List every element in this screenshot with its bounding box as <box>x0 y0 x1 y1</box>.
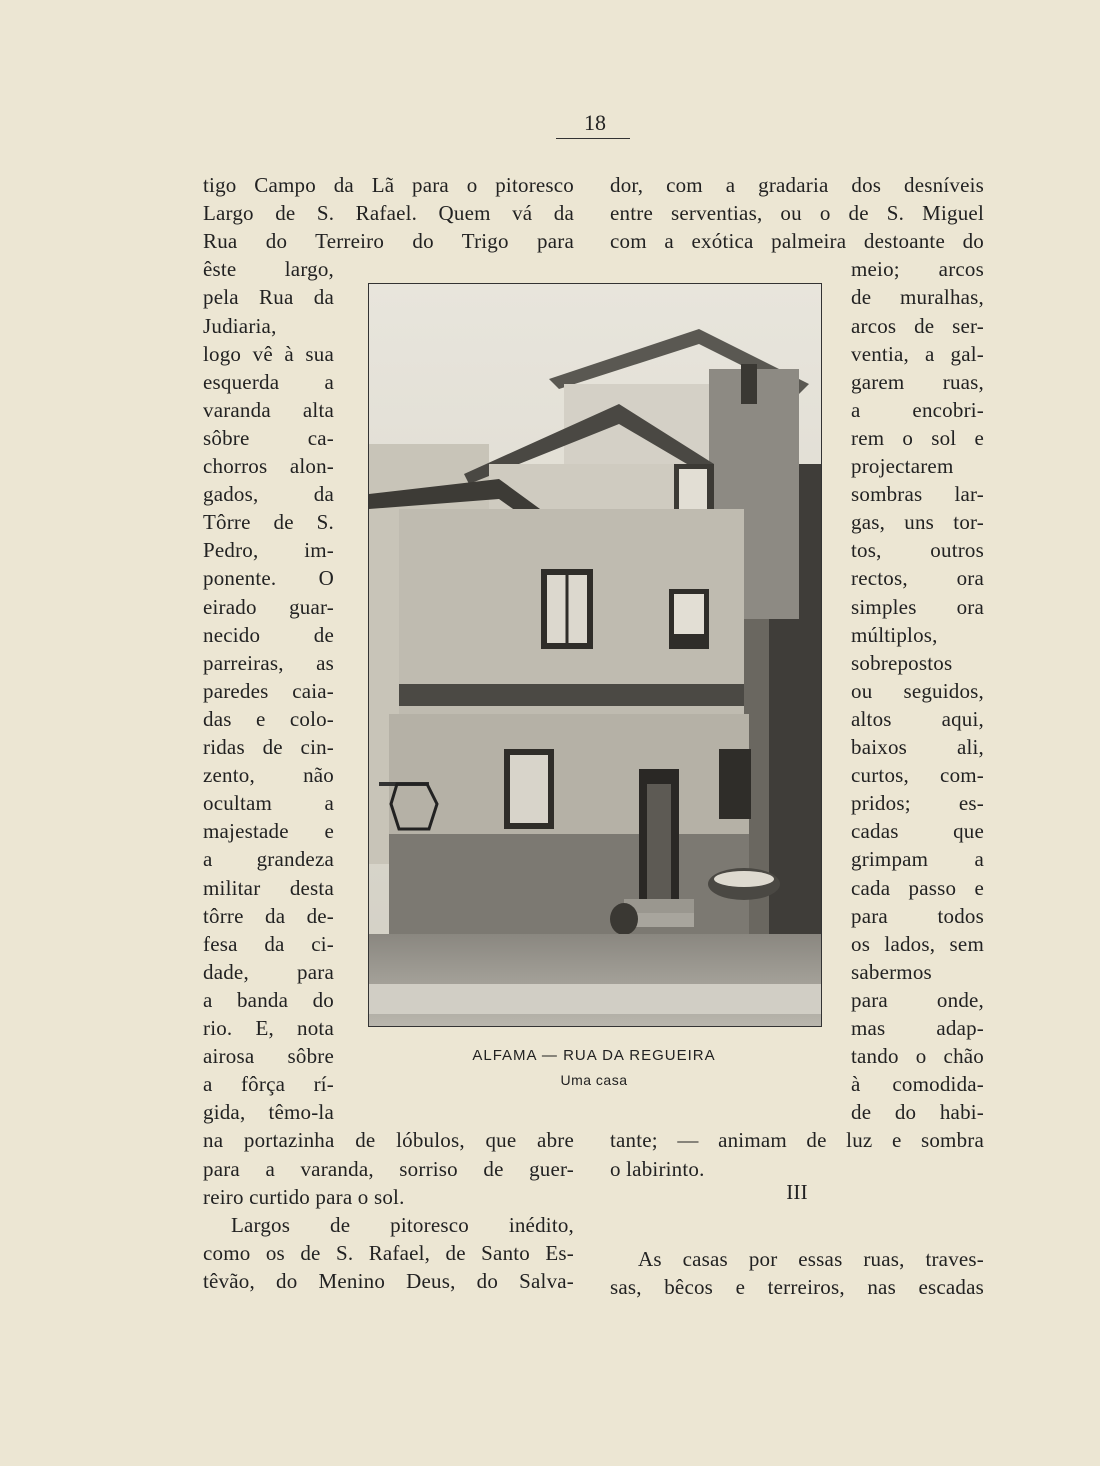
text-line: zento, não <box>203 763 334 788</box>
text-line: arcos de ser- <box>851 313 984 338</box>
text-line: sabermos <box>851 959 932 984</box>
text-line: paredes caia- <box>203 678 334 703</box>
text-line: pridos; es- <box>851 791 984 816</box>
text-line: de muralhas, <box>851 285 984 310</box>
text-line: à comodida- <box>851 1072 984 1097</box>
text-line: na portazinha de lóbulos, que abre <box>203 1128 574 1153</box>
photograph-alfama-house <box>368 283 822 1027</box>
text-line: o labirinto. <box>610 1156 705 1181</box>
text-line: cada passo e <box>851 875 984 900</box>
text-line: Largos de pitoresco inédito, <box>231 1212 574 1237</box>
text-line: altos aqui, <box>851 706 984 731</box>
text-line: tos, outros <box>851 538 984 563</box>
text-line: projectarem <box>851 454 954 478</box>
text-line: Largo de S. Rafael. Quem vá da <box>203 201 574 226</box>
text-line: Judiaria, <box>203 313 277 338</box>
text-line: varanda alta <box>203 397 334 422</box>
text-line: como os de S. Rafael, de Santo Es- <box>203 1240 574 1265</box>
text-line: reiro curtido para o sol. <box>203 1184 405 1209</box>
text-line: a banda do <box>203 987 334 1012</box>
text-line: dor, com a gradaria dos desníveis <box>610 173 984 197</box>
text-line: tando o chão <box>851 1044 984 1069</box>
photo-caption-subtitle: Uma casa <box>560 1072 628 1088</box>
text-line: simples ora <box>851 594 984 619</box>
text-line: Rua do Terreiro do Trigo para <box>203 229 574 254</box>
text-line: ocultam a <box>203 791 334 816</box>
text-line: a encobri- <box>851 397 984 422</box>
text-line: mas adap- <box>851 1016 984 1040</box>
text-line: rectos, ora <box>851 566 984 591</box>
text-line: gas, uns tor- <box>851 510 984 535</box>
text-line: sobrepostos <box>851 650 953 675</box>
text-line: Pedro, im- <box>203 538 334 563</box>
text-line: gados, da <box>203 482 334 507</box>
text-line: entre serventias, ou o de S. Miguel <box>610 201 984 226</box>
text-line: a fôrça rí- <box>203 1072 334 1097</box>
text-line: necido de <box>203 622 334 647</box>
text-line: sombras lar- <box>851 482 984 507</box>
text-line: fesa da ci- <box>203 931 334 956</box>
text-line: das e colo- <box>203 706 334 731</box>
text-line: múltiplos, <box>851 622 938 647</box>
text-line: logo vê à sua <box>203 341 334 366</box>
text-line: tôrre da de- <box>203 903 334 928</box>
text-line: majestade e <box>203 819 334 844</box>
text-line: sôbre ca- <box>203 425 334 450</box>
text-line: chorros alon- <box>203 454 334 478</box>
photo-caption-title: ALFAMA — RUA DA REGUEIRA <box>472 1047 716 1064</box>
text-line: cadas que <box>851 819 984 844</box>
text-line: dade, para <box>203 959 334 984</box>
text-line: ridas de cin- <box>203 735 334 759</box>
text-line: rem o sol e <box>851 425 984 450</box>
text-line: rio. E, nota <box>203 1016 334 1040</box>
page-number-rule <box>556 138 630 139</box>
text-line: garem ruas, <box>851 369 984 394</box>
text-line: Tôrre de S. <box>203 510 334 535</box>
text-line: militar desta <box>203 875 334 900</box>
text-line: ou seguidos, <box>851 678 984 703</box>
text-line: parreiras, as <box>203 650 334 675</box>
text-line: os lados, sem <box>851 931 984 956</box>
text-line: baixos ali, <box>851 735 984 759</box>
text-line: a grandeza <box>203 847 334 872</box>
section-heading: III <box>786 1180 808 1204</box>
text-line: gida, têmo-la <box>203 1100 334 1125</box>
text-line: de do habi- <box>851 1100 984 1125</box>
text-line: com a exótica palmeira destoante do <box>610 229 984 254</box>
text-line: curtos, com- <box>851 763 984 788</box>
text-line: grimpam a <box>851 847 984 872</box>
text-line: airosa sôbre <box>203 1044 334 1069</box>
text-line: sas, bêcos e terreiros, nas escadas <box>610 1274 984 1299</box>
text-line: para todos <box>851 903 984 928</box>
text-line: têvão, do Menino Deus, do Salva- <box>203 1268 574 1293</box>
text-line: As casas por essas ruas, traves- <box>638 1246 984 1271</box>
text-line: êste largo, <box>203 257 334 282</box>
text-line: meio; arcos <box>851 257 984 282</box>
text-line: pela Rua da <box>203 285 334 310</box>
text-line: para onde, <box>851 987 984 1012</box>
text-line: tante; — animam de luz e sombra <box>610 1128 984 1153</box>
text-line: para a varanda, sorriso de guer- <box>203 1156 574 1181</box>
text-line: ventia, a gal- <box>851 341 984 366</box>
text-line: eirado guar- <box>203 594 334 619</box>
text-line: ponente. O <box>203 566 334 591</box>
text-line: esquerda a <box>203 369 334 394</box>
page-number: 18 <box>584 110 606 135</box>
text-line: tigo Campo da Lã para o pitoresco <box>203 173 574 197</box>
